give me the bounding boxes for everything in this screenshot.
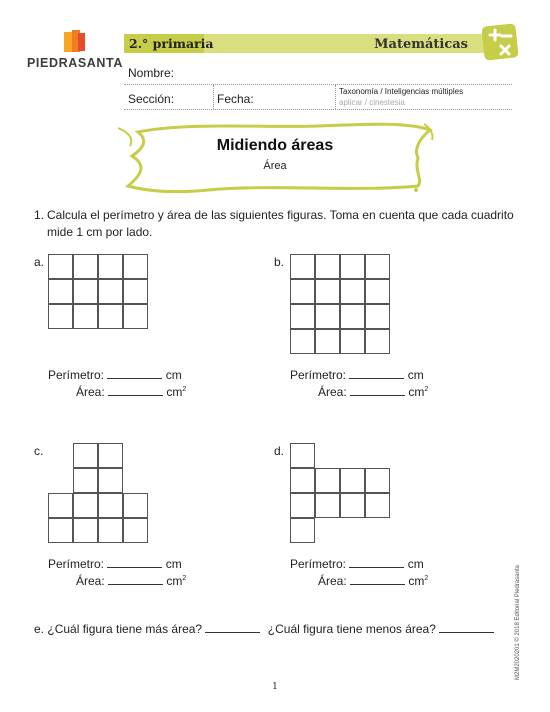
unit-label: cm — [408, 385, 425, 399]
area-answer-blank[interactable] — [108, 574, 163, 585]
grid-square — [73, 518, 98, 543]
grid-square — [315, 254, 340, 279]
figure-a-area — [76, 385, 186, 399]
figure-c-area — [76, 574, 186, 588]
page-number: 1 — [272, 682, 278, 692]
question-e — [34, 622, 494, 636]
grid-square — [315, 468, 340, 493]
perimeter-label: Perímetro: — [48, 557, 105, 571]
more-area-answer-blank[interactable] — [205, 622, 260, 633]
area-label: Área: — [318, 574, 347, 588]
figure-c-perimeter — [48, 557, 182, 571]
grid-square — [365, 304, 390, 329]
grid-square — [290, 329, 315, 354]
less-area-answer-blank[interactable] — [439, 622, 494, 633]
figure-d-perimeter — [290, 557, 424, 571]
grid-square — [123, 518, 148, 543]
grid-square — [73, 304, 98, 329]
question-number: 1. — [34, 208, 45, 222]
perimeter-answer-blank[interactable] — [349, 557, 404, 568]
grid-square — [98, 279, 123, 304]
grade-label: 2.° primaria — [129, 36, 214, 51]
figure-a-perimeter — [48, 368, 182, 382]
question-e-less: ¿Cuál figura tiene menos área? — [267, 622, 436, 636]
perimeter-answer-blank[interactable] — [349, 368, 404, 379]
grid-square — [365, 254, 390, 279]
unit-label: cm — [165, 368, 182, 382]
unit-label: cm — [407, 368, 424, 382]
section-label: Sección: — [128, 92, 175, 106]
grid-square — [315, 304, 340, 329]
taxonomy-values: aplicar / cinestesia — [339, 98, 405, 107]
copyright-note: M2M2020201 © 2018 Editorial Piedrasanta — [515, 565, 521, 680]
grid-square — [315, 329, 340, 354]
section-line[interactable] — [124, 109, 512, 110]
grid-square — [98, 493, 123, 518]
grid-square — [73, 254, 98, 279]
grid-square — [123, 279, 148, 304]
grid-square — [365, 329, 390, 354]
unit-label: cm — [165, 557, 182, 571]
area-answer-blank[interactable] — [350, 574, 405, 585]
grid-square — [340, 493, 365, 518]
figure-b-perimeter — [290, 368, 424, 382]
grid-square — [340, 254, 365, 279]
grid-square — [365, 493, 390, 518]
figure-b-letter: b. — [274, 255, 285, 269]
perimeter-answer-blank[interactable] — [107, 557, 162, 568]
grid-square — [315, 493, 340, 518]
page-subtitle: Área — [263, 160, 287, 172]
grid-square — [340, 304, 365, 329]
grid-square — [123, 304, 148, 329]
grid-square — [123, 493, 148, 518]
question-1 — [34, 207, 524, 239]
grid-square — [123, 254, 148, 279]
divider — [335, 85, 336, 109]
area-answer-blank[interactable] — [350, 385, 405, 396]
unit-label: cm — [166, 574, 183, 588]
grid-square — [340, 468, 365, 493]
figure-d-area — [318, 574, 428, 588]
unit-exponent: 2 — [182, 575, 187, 582]
area-label: Área: — [76, 574, 105, 588]
perimeter-label: Perímetro: — [290, 557, 347, 571]
unit-label: cm — [408, 574, 425, 588]
figure-c-letter: c. — [34, 444, 44, 458]
area-label: Área: — [76, 385, 105, 399]
perimeter-label: Perímetro: — [290, 368, 347, 382]
grid-square — [98, 518, 123, 543]
figure-d-letter: d. — [274, 444, 285, 458]
grid-square — [73, 443, 98, 468]
divider — [213, 85, 214, 109]
question-e-more: ¿Cuál figura tiene más área? — [47, 622, 203, 636]
grid-square — [340, 329, 365, 354]
area-label: Área: — [318, 385, 347, 399]
grid-square — [98, 468, 123, 493]
unit-exponent: 2 — [424, 575, 429, 582]
subject-label: Matemáticas — [374, 37, 468, 52]
grid-square — [315, 279, 340, 304]
grid-square — [290, 518, 315, 543]
title-banner — [118, 120, 436, 194]
unit-exponent: 2 — [182, 386, 187, 393]
grid-square — [290, 493, 315, 518]
grid-square — [290, 254, 315, 279]
question-text: Calcula el perímetro y área de las siguientes figuras. Toma en cuenta que cada cuadrito mide 1 cm por lado. — [47, 208, 514, 239]
grid-square — [48, 279, 73, 304]
date-label: Fecha: — [217, 92, 254, 106]
grid-square — [290, 279, 315, 304]
math-operations-icon — [482, 24, 518, 60]
grid-square — [73, 279, 98, 304]
grid-square — [365, 468, 390, 493]
grid-square — [290, 304, 315, 329]
grid-square — [98, 304, 123, 329]
grid-square — [290, 468, 315, 493]
grid-square — [48, 304, 73, 329]
perimeter-label: Perímetro: — [48, 368, 105, 382]
piedrasanta-logo-icon — [63, 30, 87, 54]
figure-a-letter: a. — [34, 255, 45, 269]
perimeter-answer-blank[interactable] — [107, 368, 162, 379]
taxonomy-label: Taxonomía / Inteligencias múltiples — [339, 87, 464, 96]
name-label: Nombre: — [128, 66, 175, 80]
question-e-letter: e. — [34, 622, 45, 636]
grid-square — [340, 279, 365, 304]
page-title: Midiendo áreas — [216, 137, 334, 154]
unit-label: cm — [407, 557, 424, 571]
grid-square — [48, 254, 73, 279]
area-answer-blank[interactable] — [108, 385, 163, 396]
grid-square — [98, 443, 123, 468]
brand-name: PIEDRASANTA — [27, 56, 123, 70]
grid-square — [290, 443, 315, 468]
unit-exponent: 2 — [424, 386, 429, 393]
grid-square — [73, 468, 98, 493]
grid-square — [365, 279, 390, 304]
grid-square — [48, 493, 73, 518]
unit-label: cm — [166, 385, 183, 399]
figure-b-area — [318, 385, 428, 399]
grid-square — [73, 493, 98, 518]
grid-square — [98, 254, 123, 279]
name-line[interactable] — [124, 84, 512, 85]
grid-square — [48, 518, 73, 543]
